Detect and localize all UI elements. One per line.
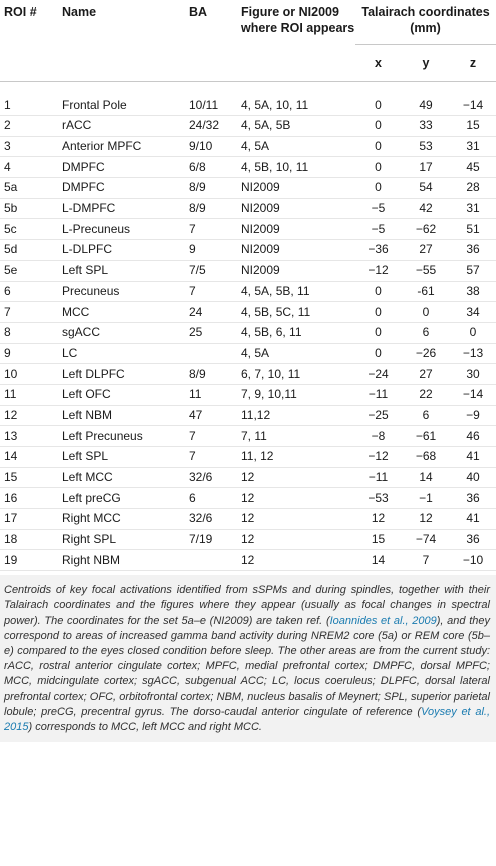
cell-ba: 24 — [185, 302, 237, 323]
cell-roi: 15 — [0, 467, 58, 488]
cell-z: 0 — [450, 322, 496, 343]
cell-y: 27 — [402, 364, 450, 385]
cell-x: −8 — [355, 426, 402, 447]
cell-roi: 16 — [0, 488, 58, 509]
table-row — [0, 509, 496, 530]
cell-roi: 9 — [0, 343, 58, 364]
cell-figure: NI2009 — [237, 178, 355, 199]
cell-y: 42 — [402, 198, 450, 219]
cell-ba: 7/5 — [185, 260, 237, 281]
cell-roi: 17 — [0, 509, 58, 530]
table-row — [0, 178, 496, 199]
cell-ba — [185, 343, 237, 364]
cell-ba: 7/19 — [185, 529, 237, 550]
cell-roi: 11 — [0, 384, 58, 405]
cell-y: 12 — [402, 509, 450, 530]
cell-x: −5 — [355, 198, 402, 219]
table-row — [0, 488, 496, 509]
cell-figure: 4, 5A — [237, 343, 355, 364]
cell-name: Left Precuneus — [58, 426, 185, 447]
cell-name: rACC — [58, 116, 185, 137]
cell-y: 7 — [402, 550, 450, 571]
cell-z: 57 — [450, 260, 496, 281]
cell-roi: 4 — [0, 157, 58, 178]
cell-y: -61 — [402, 281, 450, 302]
header-name: Name — [58, 0, 185, 82]
cell-x: −12 — [355, 260, 402, 281]
cell-figure: 11,12 — [237, 405, 355, 426]
table-row — [0, 198, 496, 219]
caption-reference-link-2[interactable]: Voysey et al., 2015 — [4, 705, 490, 733]
cell-figure: 12 — [237, 550, 355, 571]
cell-name: L-DLPFC — [58, 240, 185, 261]
caption-text-1: Centroids of key focal activations identified from sSPMs and during spindles, together with their Talairach coordinates and the figures where they appear (usually as focal changes in spectral power). The coordinates for the set 5a–e (NI2009) are taken ref. ( — [4, 584, 490, 627]
cell-figure: 4, 5A, 10, 11 — [237, 82, 355, 116]
cell-z: 46 — [450, 426, 496, 447]
table-row — [0, 136, 496, 157]
cell-name: Right NBM — [58, 550, 185, 571]
table-row — [0, 426, 496, 447]
cell-roi: 8 — [0, 322, 58, 343]
cell-z: 41 — [450, 447, 496, 468]
table-row — [0, 260, 496, 281]
cell-name: LC — [58, 343, 185, 364]
cell-z: 51 — [450, 219, 496, 240]
cell-name: MCC — [58, 302, 185, 323]
cell-y: −61 — [402, 426, 450, 447]
cell-name: sgACC — [58, 322, 185, 343]
cell-z: 41 — [450, 509, 496, 530]
cell-x: 15 — [355, 529, 402, 550]
cell-name: Left NBM — [58, 405, 185, 426]
cell-z: 28 — [450, 178, 496, 199]
header-figure: Figure or NI2009 where ROI appears — [237, 0, 355, 82]
cell-ba: 32/6 — [185, 467, 237, 488]
header-talairach: Talairach coordinates (mm) — [355, 0, 496, 45]
cell-figure: 12 — [237, 529, 355, 550]
cell-y: 6 — [402, 405, 450, 426]
table-row — [0, 447, 496, 468]
cell-figure: NI2009 — [237, 240, 355, 261]
cell-name: Left SPL — [58, 260, 185, 281]
cell-y: 22 — [402, 384, 450, 405]
cell-y: −26 — [402, 343, 450, 364]
cell-name: Left DLPFC — [58, 364, 185, 385]
table-row — [0, 219, 496, 240]
caption-text-3: ) corresponds to MCC, left MCC and right MCC. — [28, 720, 262, 733]
cell-x: 0 — [355, 82, 402, 116]
cell-z: 36 — [450, 488, 496, 509]
cell-x: 0 — [355, 157, 402, 178]
cell-figure: 12 — [237, 467, 355, 488]
cell-z: −14 — [450, 384, 496, 405]
table-row — [0, 343, 496, 364]
cell-figure: NI2009 — [237, 198, 355, 219]
cell-figure: 4, 5A, 5B — [237, 116, 355, 137]
cell-z: 34 — [450, 302, 496, 323]
cell-figure: 12 — [237, 509, 355, 530]
cell-roi: 5a — [0, 178, 58, 199]
cell-ba: 32/6 — [185, 509, 237, 530]
cell-roi: 13 — [0, 426, 58, 447]
cell-figure: 4, 5B, 10, 11 — [237, 157, 355, 178]
cell-ba: 8/9 — [185, 198, 237, 219]
cell-ba: 8/9 — [185, 364, 237, 385]
cell-ba — [185, 550, 237, 571]
cell-x: −36 — [355, 240, 402, 261]
table-row — [0, 240, 496, 261]
cell-figure: 11, 12 — [237, 447, 355, 468]
cell-ba: 9/10 — [185, 136, 237, 157]
cell-z: 15 — [450, 116, 496, 137]
cell-y: 14 — [402, 467, 450, 488]
cell-z: −13 — [450, 343, 496, 364]
cell-roi: 12 — [0, 405, 58, 426]
cell-figure: 12 — [237, 488, 355, 509]
table-row — [0, 384, 496, 405]
table-row — [0, 467, 496, 488]
cell-name: DMPFC — [58, 178, 185, 199]
header-x: x — [355, 45, 402, 82]
cell-ba: 47 — [185, 405, 237, 426]
cell-y: 6 — [402, 322, 450, 343]
table-row — [0, 405, 496, 426]
cell-ba: 11 — [185, 384, 237, 405]
cell-ba: 9 — [185, 240, 237, 261]
cell-z: −14 — [450, 82, 496, 116]
table-row — [0, 322, 496, 343]
cell-x: −11 — [355, 467, 402, 488]
cell-roi: 2 — [0, 116, 58, 137]
cell-roi: 5b — [0, 198, 58, 219]
cell-roi: 18 — [0, 529, 58, 550]
cell-x: 12 — [355, 509, 402, 530]
cell-x: −53 — [355, 488, 402, 509]
cell-x: −12 — [355, 447, 402, 468]
cell-ba: 8/9 — [185, 178, 237, 199]
cell-figure: 4, 5A — [237, 136, 355, 157]
cell-name: L-DMPFC — [58, 198, 185, 219]
cell-figure: NI2009 — [237, 219, 355, 240]
table-header — [0, 0, 496, 82]
caption-reference-link-1[interactable]: Ioannides et al., 2009 — [329, 614, 437, 627]
cell-x: 0 — [355, 281, 402, 302]
cell-ba: 24/32 — [185, 116, 237, 137]
cell-y: 17 — [402, 157, 450, 178]
cell-figure: NI2009 — [237, 260, 355, 281]
cell-ba: 6 — [185, 488, 237, 509]
cell-z: 38 — [450, 281, 496, 302]
cell-ba: 6/8 — [185, 157, 237, 178]
cell-y: 49 — [402, 82, 450, 116]
cell-y: −62 — [402, 219, 450, 240]
cell-name: L-Precuneus — [58, 219, 185, 240]
cell-x: 0 — [355, 343, 402, 364]
cell-name: Right SPL — [58, 529, 185, 550]
table-caption — [0, 575, 496, 742]
table-row — [0, 281, 496, 302]
cell-x: 0 — [355, 178, 402, 199]
cell-figure: 6, 7, 10, 11 — [237, 364, 355, 385]
cell-y: 33 — [402, 116, 450, 137]
cell-z: 45 — [450, 157, 496, 178]
cell-ba: 10/11 — [185, 82, 237, 116]
cell-roi: 5e — [0, 260, 58, 281]
cell-x: −24 — [355, 364, 402, 385]
cell-ba: 25 — [185, 322, 237, 343]
cell-x: 0 — [355, 136, 402, 157]
cell-roi: 6 — [0, 281, 58, 302]
cell-figure: 4, 5B, 6, 11 — [237, 322, 355, 343]
cell-y: 0 — [402, 302, 450, 323]
caption-text-2: ), and they correspond to areas of increased gamma band activity during NREM2 core (5a) or REM core (5b–e) compared to the eyes closed condition before sleep. The other areas are from the current study: rACC, rostral anterior cingulate cortex; MPFC, medial prefrontal cortex; DMPFC, dorsal MPFC; MCC, midcingulate cortex; sgACC, subgenual ACC; LC, locus coeruleus; DLPFC, dorsal lateral prefrontal cortex; OFC, orbitofrontal cortex; NBM, nucleus basalis of Meynert; SPL, superior parietal lobule; preCG, precentral gyrus. The dorso-caudal anterior cingulate of reference ( — [4, 614, 490, 718]
table-row — [0, 82, 496, 116]
cell-ba: 7 — [185, 426, 237, 447]
cell-figure: 7, 11 — [237, 426, 355, 447]
cell-z: 31 — [450, 136, 496, 157]
table-row — [0, 302, 496, 323]
table-row — [0, 550, 496, 571]
cell-name: Frontal Pole — [58, 82, 185, 116]
cell-x: 0 — [355, 116, 402, 137]
cell-figure: 7, 9, 10,11 — [237, 384, 355, 405]
cell-figure: 4, 5B, 5C, 11 — [237, 302, 355, 323]
cell-x: 0 — [355, 322, 402, 343]
table-row — [0, 364, 496, 385]
cell-name: Left MCC — [58, 467, 185, 488]
cell-y: −68 — [402, 447, 450, 468]
cell-y: 53 — [402, 136, 450, 157]
cell-roi: 7 — [0, 302, 58, 323]
cell-figure: 4, 5A, 5B, 11 — [237, 281, 355, 302]
cell-roi: 5d — [0, 240, 58, 261]
cell-roi: 14 — [0, 447, 58, 468]
table-row — [0, 529, 496, 550]
cell-roi: 5c — [0, 219, 58, 240]
cell-ba: 7 — [185, 219, 237, 240]
table-row — [0, 116, 496, 137]
header-z: z — [450, 45, 496, 82]
cell-z: −9 — [450, 405, 496, 426]
cell-x: 14 — [355, 550, 402, 571]
cell-name: Left OFC — [58, 384, 185, 405]
cell-x: −11 — [355, 384, 402, 405]
cell-roi: 3 — [0, 136, 58, 157]
cell-z: −10 — [450, 550, 496, 571]
header-roi: ROI # — [0, 0, 58, 82]
cell-ba: 7 — [185, 447, 237, 468]
cell-x: 0 — [355, 302, 402, 323]
cell-roi: 19 — [0, 550, 58, 571]
cell-name: Anterior MPFC — [58, 136, 185, 157]
cell-z: 31 — [450, 198, 496, 219]
cell-y: −55 — [402, 260, 450, 281]
cell-z: 36 — [450, 529, 496, 550]
cell-name: Right MCC — [58, 509, 185, 530]
cell-ba: 7 — [185, 281, 237, 302]
cell-name: DMPFC — [58, 157, 185, 178]
cell-z: 30 — [450, 364, 496, 385]
cell-roi: 1 — [0, 82, 58, 116]
cell-name: Left SPL — [58, 447, 185, 468]
cell-name: Precuneus — [58, 281, 185, 302]
cell-y: −1 — [402, 488, 450, 509]
cell-z: 36 — [450, 240, 496, 261]
cell-y: 27 — [402, 240, 450, 261]
header-ba: BA — [185, 0, 237, 82]
cell-x: −5 — [355, 219, 402, 240]
cell-y: −74 — [402, 529, 450, 550]
cell-name: Left preCG — [58, 488, 185, 509]
cell-x: −25 — [355, 405, 402, 426]
table-body — [0, 82, 496, 571]
cell-z: 40 — [450, 467, 496, 488]
table-row — [0, 157, 496, 178]
header-y: y — [402, 45, 450, 82]
cell-roi: 10 — [0, 364, 58, 385]
cell-y: 54 — [402, 178, 450, 199]
